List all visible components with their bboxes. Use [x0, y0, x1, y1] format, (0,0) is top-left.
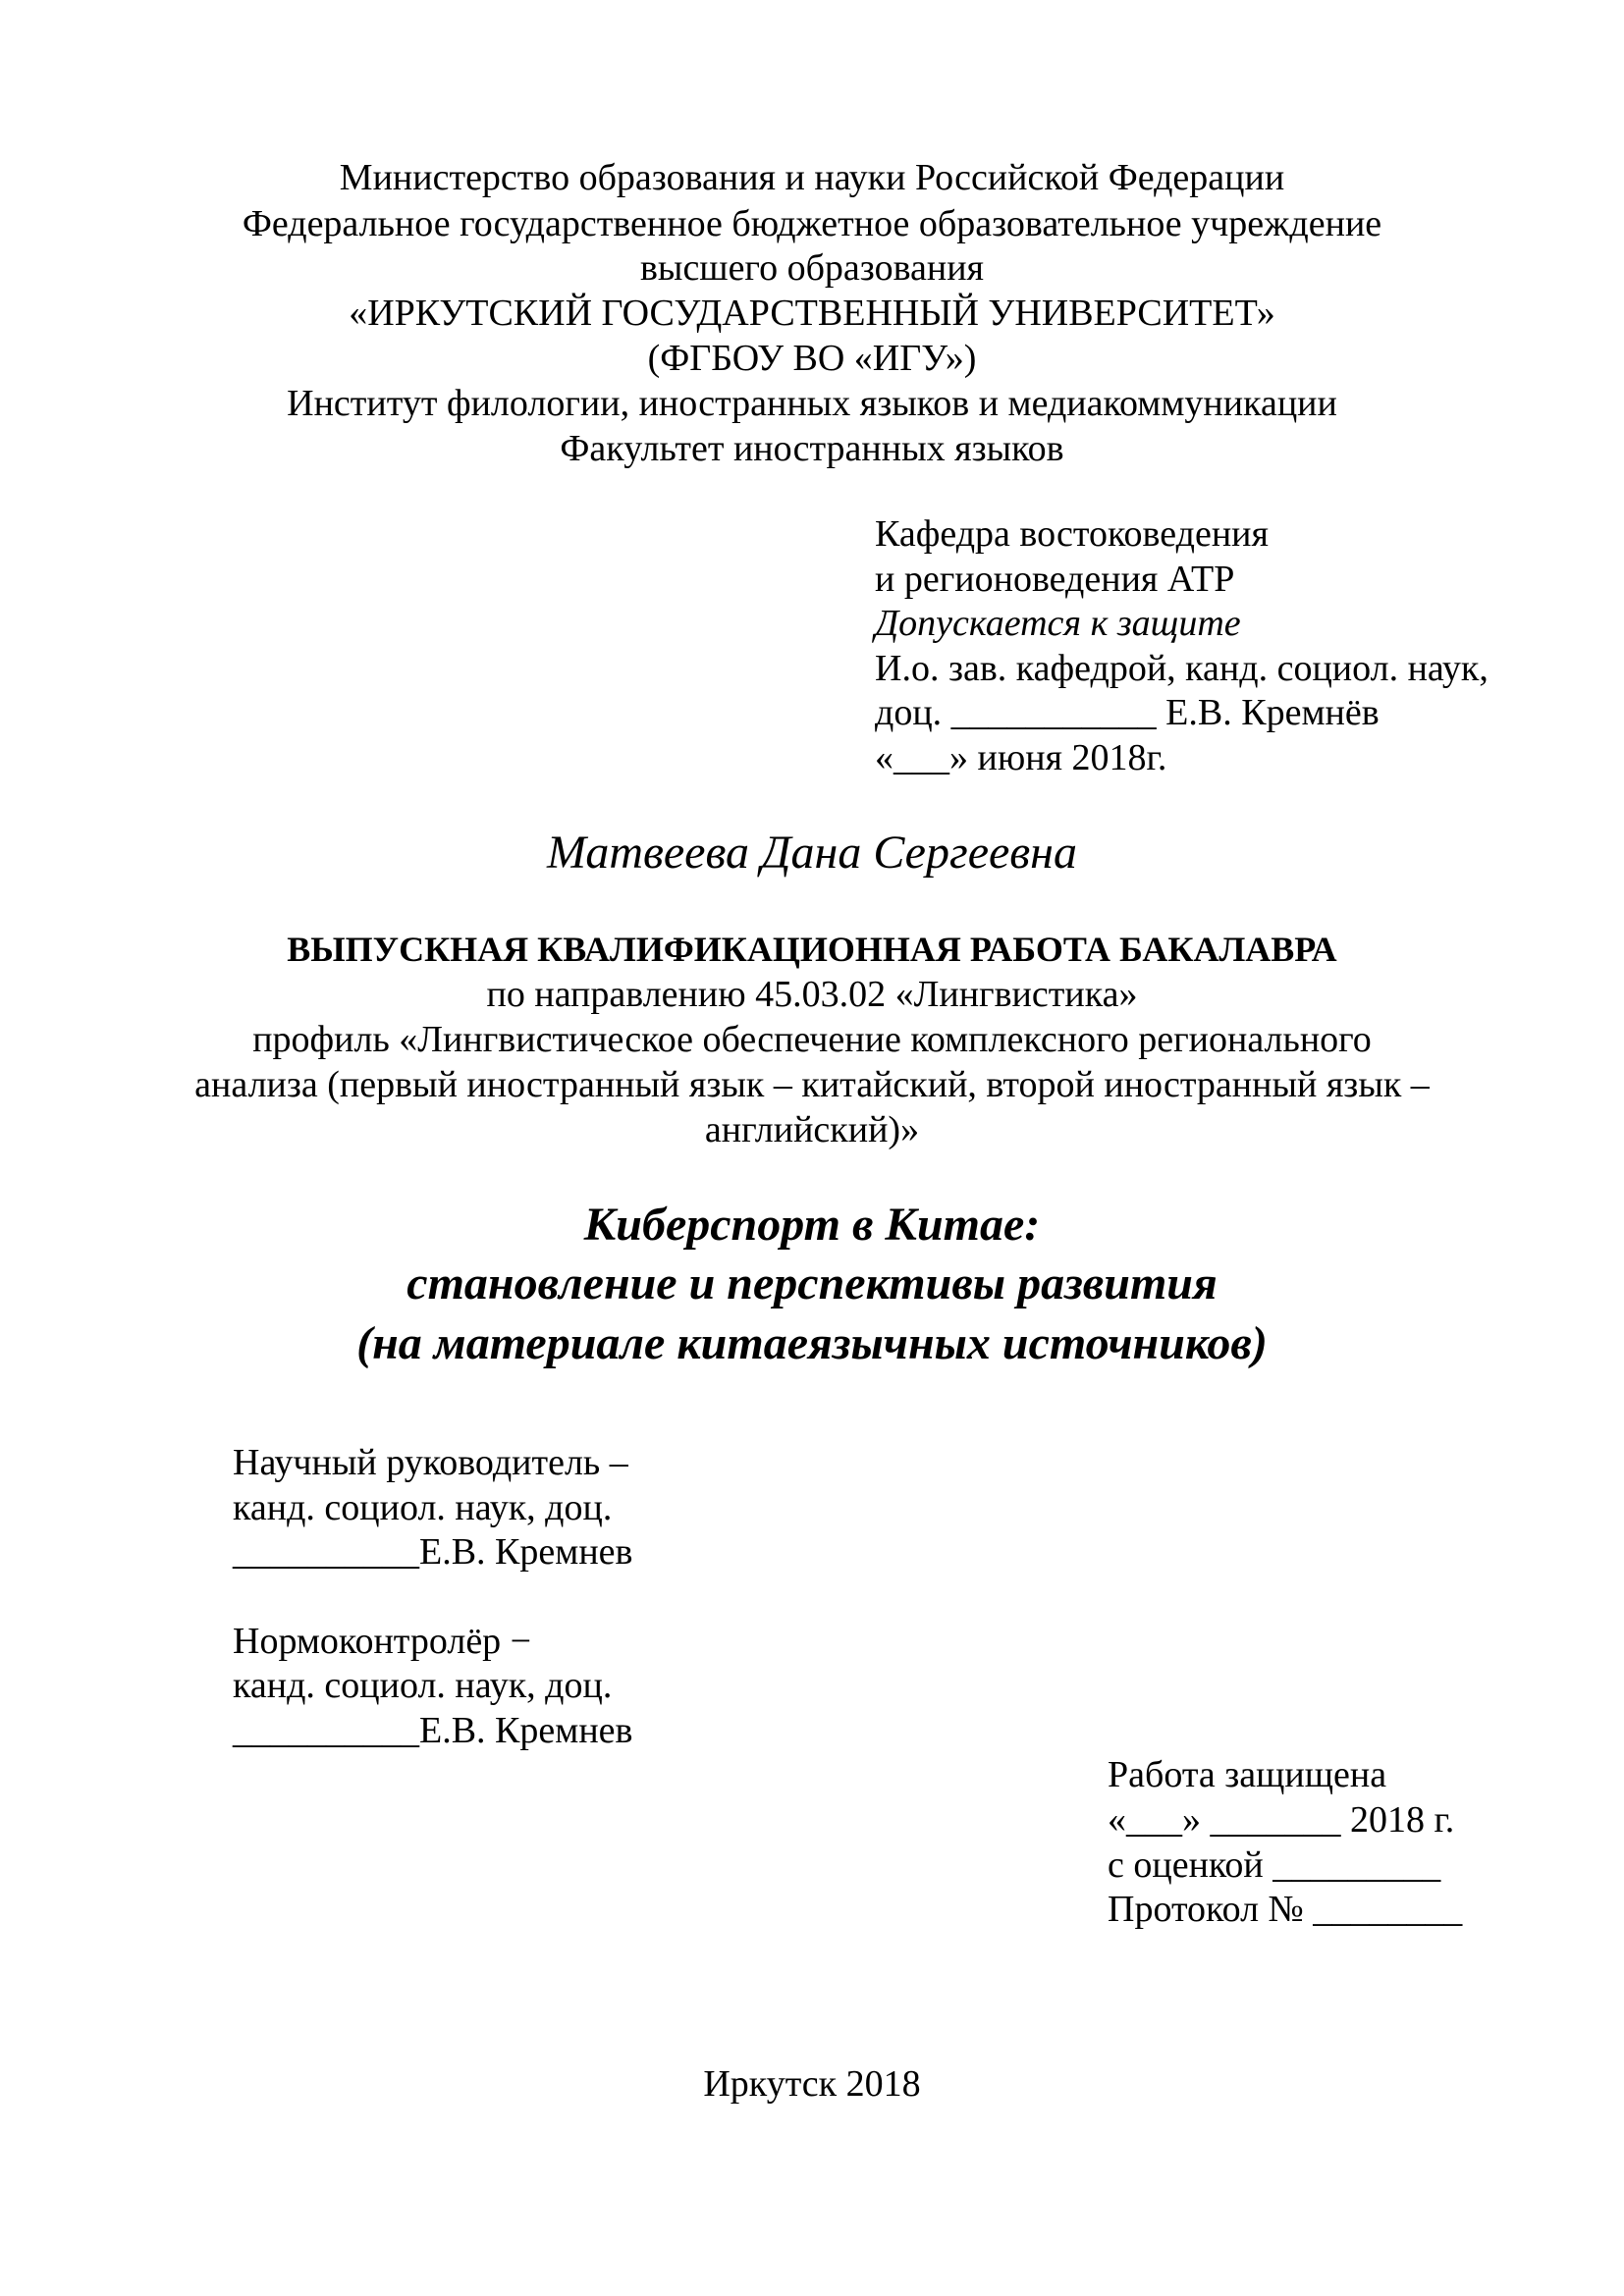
- defense-date: «___» _______ 2018 г.: [1108, 1799, 1455, 1841]
- head-of-department-title: И.о. зав. кафедрой, канд. социол. наук,: [875, 648, 1489, 689]
- supervisor-signature: __________Е.В. Кремнев: [233, 1531, 633, 1573]
- defense-status: Работа защищена: [1108, 1754, 1387, 1795]
- thesis-title-line-3: (на материале китаеязычных источников): [356, 1317, 1268, 1369]
- work-direction: по направлению 45.03.02 «Лингвистика»: [486, 974, 1138, 1015]
- work-type: ВЫПУСКНАЯ КВАЛИФИКАЦИОННАЯ РАБОТА БАКАЛАВРА: [287, 930, 1337, 969]
- department-line-2: и регионоведения АТР: [875, 559, 1235, 600]
- norm-controller-role: Нормоконтролёр −: [233, 1621, 532, 1662]
- supervisor-degree: канд. социол. наук, доц.: [233, 1487, 613, 1528]
- head-of-department-signature: доц. ___________ Е.В. Кремнёв: [875, 692, 1380, 733]
- norm-controller-degree: канд. социол. наук, доц.: [233, 1665, 613, 1706]
- department-line-1: Кафедра востоковедения: [875, 513, 1269, 555]
- institution-type-line: Федеральное государственное бюджетное образовательное учреждение: [242, 203, 1382, 244]
- supervisor-role: Научный руководитель –: [233, 1442, 628, 1483]
- work-profile-line-3: английский)»: [704, 1109, 920, 1150]
- institute-line: Институт филологии, иностранных языков и медиакоммуникации: [287, 383, 1337, 424]
- defense-protocol: Протокол № ________: [1108, 1889, 1463, 1930]
- approval-date: «___» июня 2018г.: [875, 737, 1167, 778]
- city-year: Иркутск 2018: [703, 2063, 921, 2105]
- author-name: Матвеева Дана Сергеевна: [547, 827, 1077, 879]
- work-profile-line-2: анализа (первый иностранный язык – китайский, второй иностранный язык –: [194, 1064, 1430, 1105]
- education-level-line: высшего образования: [639, 247, 985, 289]
- work-profile-line-1: профиль «Лингвистическое обеспечение комплексного регионального: [252, 1019, 1372, 1060]
- norm-controller-signature: __________Е.В. Кремнев: [233, 1710, 633, 1751]
- faculty-line: Факультет иностранных языков: [560, 428, 1064, 469]
- thesis-title-line-1: Киберспорт в Китае:: [583, 1199, 1041, 1251]
- thesis-title-line-2: становление и перспективы развития: [406, 1257, 1218, 1309]
- admitted-to-defense: Допускается к защите: [875, 603, 1241, 644]
- ministry-line: Министерство образования и науки Российской Федерации: [339, 157, 1285, 198]
- university-name-line: «ИРКУТСКИЙ ГОСУДАРСТВЕННЫЙ УНИВЕРСИТЕТ»: [349, 293, 1275, 334]
- university-abbreviation-line: (ФГБОУ ВО «ИГУ»): [647, 338, 977, 379]
- defense-grade: с оценкой _________: [1108, 1844, 1441, 1886]
